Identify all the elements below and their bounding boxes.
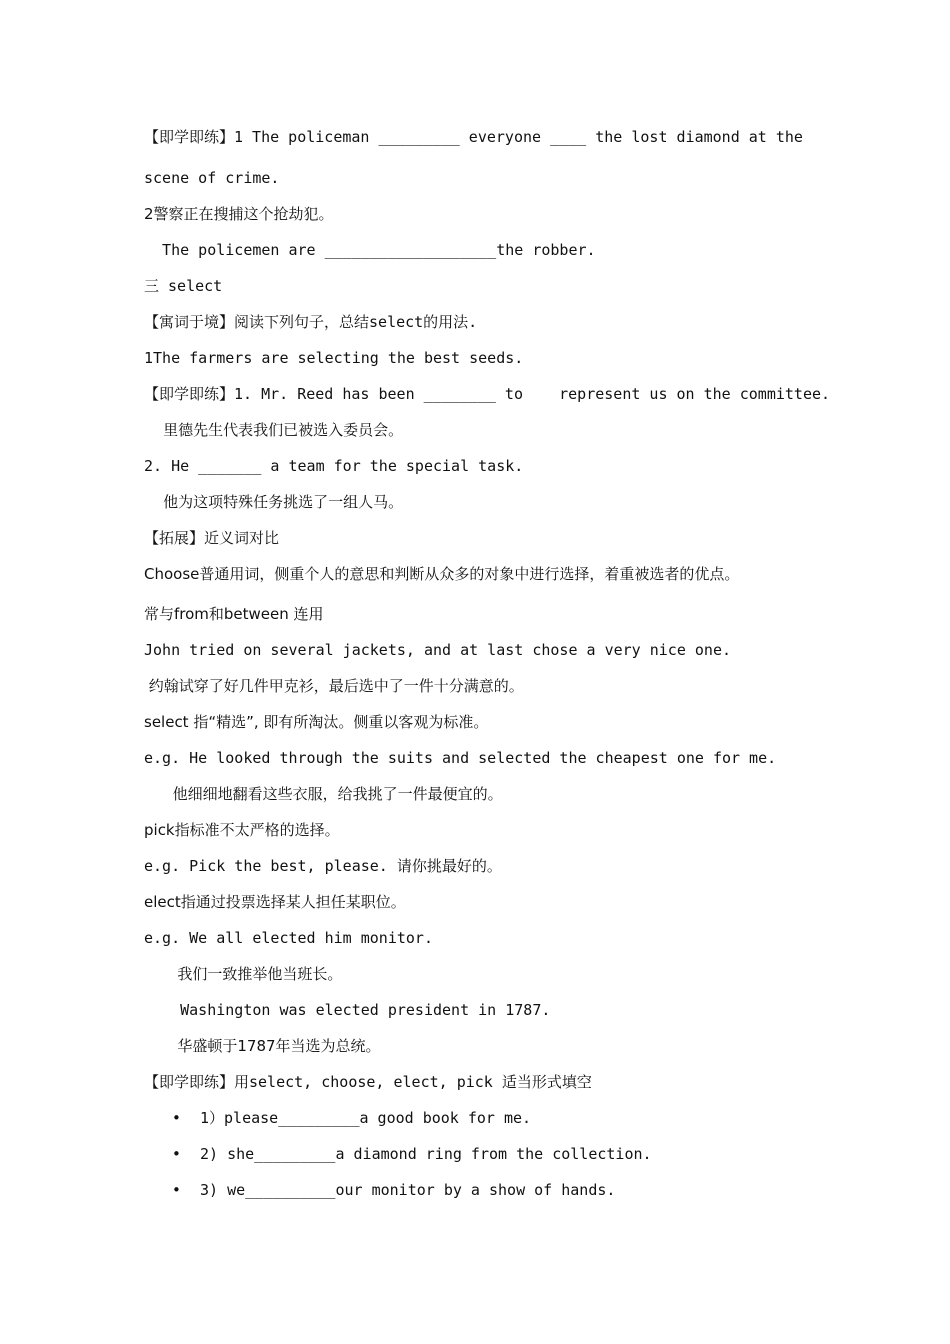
exercise-1-line: 【即学即练】1 The policeman _________ everyone ____ the lost diamond at the <box>144 128 803 146</box>
elect-example-2-translation: 华盛顿于1787年当选为总统。 <box>144 1037 381 1055</box>
fill-in-instruction: 【即学即练】用select, choose, elect, pick 适当形式填空 <box>144 1073 592 1091</box>
exercise-1-continuation: scene of crime. <box>144 169 280 187</box>
example-sentence-1: 1The farmers are selecting the best seeds. <box>144 349 524 367</box>
pick-example: e.g. Pick the best, please. 请你挑最好的。 <box>144 857 502 875</box>
practice-item-1-translation: 里德先生代表我们已被选入委员会。 <box>144 421 404 439</box>
select-example: e.g. He looked through the suits and selected the cheapest one for me. <box>144 749 777 767</box>
elect-definition: elect指通过投票选择某人担任某职位。 <box>144 893 406 911</box>
bullet-icon: • <box>172 1145 181 1163</box>
elect-example-1-translation: 我们一致推举他当班长。 <box>144 965 343 983</box>
bullet-icon: • <box>172 1109 181 1127</box>
bullet-icon: • <box>172 1181 181 1199</box>
choose-usage-note: 常与from和between 连用 <box>144 605 324 623</box>
fill-in-item-1: 1）please_________a good book for me. <box>200 1109 532 1127</box>
practice-item-2-translation: 他为这项特殊任务挑选了一组人马。 <box>144 493 404 511</box>
section-heading-select: 三 select <box>144 277 223 295</box>
practice-item-1: 【即学即练】1. Mr. Reed has been ________ to represent us on the committee. <box>144 385 831 403</box>
choose-definition: Choose普通用词，侧重个人的意思和判断从众多的对象中进行选择，着重被选者的优点。 <box>144 565 740 583</box>
fill-in-item-2: 2) she_________a diamond ring from the collection. <box>200 1145 652 1163</box>
choose-example: John tried on several jackets, and at last chose a very nice one. <box>144 641 731 659</box>
select-example-translation: 他细细地翻看这些衣服，给我挑了一件最便宜的。 <box>144 785 503 803</box>
elect-example-1: e.g. We all elected him monitor. <box>144 929 433 947</box>
select-definition: select 指“精选”, 即有所淘汰。侧重以客观为标准。 <box>144 713 489 731</box>
choose-example-translation: 约翰试穿了好几件甲克衫，最后选中了一件十分满意的。 <box>144 677 524 695</box>
practice-item-2: 2. He _______ a team for the special task. <box>144 457 524 475</box>
fill-in-item-3: 3) we__________our monitor by a show of hands. <box>200 1181 616 1199</box>
exercise-2-english: The policemen are ___________________the robber. <box>144 241 596 259</box>
extension-heading: 【拓展】近义词对比 <box>144 529 280 547</box>
elect-example-2: Washington was elected president in 1787. <box>144 1001 551 1019</box>
pick-definition: pick指标准不太严格的选择。 <box>144 821 340 839</box>
context-heading: 【寓词于境】阅读下列句子，总结select的用法. <box>144 313 478 331</box>
exercise-2-chinese: 2警察正在搜捕这个抢劫犯。 <box>144 205 334 223</box>
